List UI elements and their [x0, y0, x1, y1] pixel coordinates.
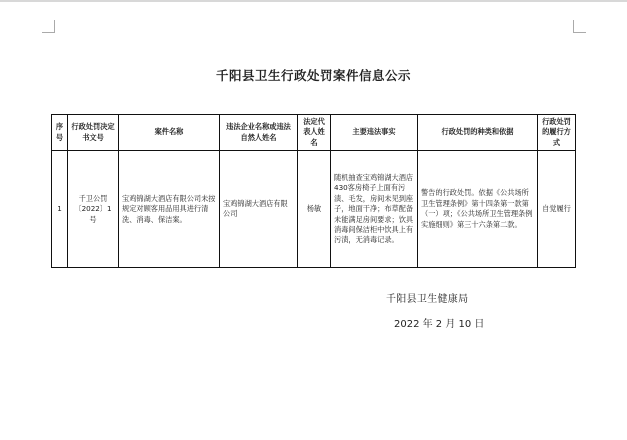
cell-penalty: 警告的行政处罚。依据《公共场所卫生管理条例》第十四条第一款第（一）项；《公共场所卫生管理条例实施细则》第三十六条第二款。 — [418, 151, 538, 268]
header-legal-rep: 法定代表人姓名 — [298, 115, 331, 151]
header-facts: 主要违法事实 — [331, 115, 418, 151]
issuing-organization: 千阳县卫生健康局 — [386, 294, 469, 305]
cell-index: 1 — [52, 151, 68, 268]
cell-fulfillment: 自觉履行 — [538, 151, 576, 268]
cell-legal-rep: 杨敏 — [298, 151, 331, 268]
header-doc-number: 行政处罚决定书文号 — [68, 115, 119, 151]
penalty-table — [51, 114, 576, 268]
page-edge — [0, 0, 627, 2]
cell-facts: 随机抽查宝鸡锦湖大酒店430客房椅子上面有污渍、毛发，房间未见到座子，地面干净；布草配备未能满足房间要求；饮具消毒间保洁柜中饮具上有污渍，无消毒记录。 — [331, 151, 418, 268]
cell-case-name: 宝鸡锦湖大酒店有限公司未按规定对顾客用品用具进行清洗、消毒、保洁案。 — [119, 151, 220, 268]
header-violator: 违法企业名称或违法自然人姓名 — [220, 115, 298, 151]
header-fulfillment: 行政处罚的履行方式 — [538, 115, 576, 151]
header-case-name: 案件名称 — [119, 115, 220, 151]
cell-doc-number: 千卫公罚〔2022〕1号 — [68, 151, 119, 268]
cell-violator: 宝鸡锦湖大酒店有限公司 — [220, 151, 298, 268]
issue-date: 2022 年 2 月 10 日 — [394, 319, 485, 330]
margin-corner-mark — [573, 20, 586, 33]
margin-corner-mark — [42, 20, 55, 33]
table-header-row — [52, 115, 576, 151]
header-index: 序号 — [52, 115, 68, 151]
table-row — [52, 151, 576, 268]
document-title: 千阳县卫生行政处罚案件信息公示 — [215, 68, 411, 83]
header-penalty: 行政处罚的种类和依据 — [418, 115, 538, 151]
